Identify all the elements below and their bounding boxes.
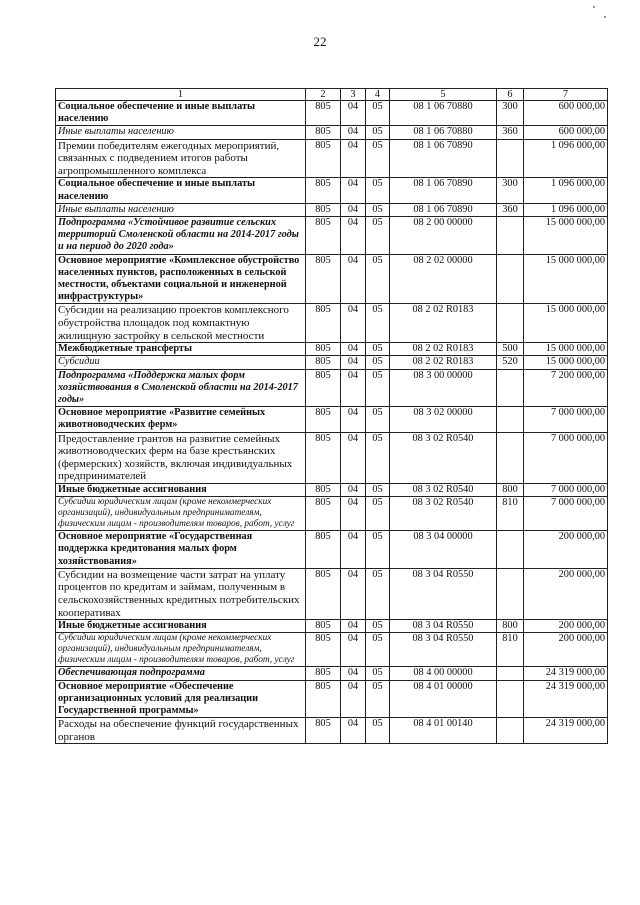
row-name-cell: Социальное обеспечение и иные выплаты населению — [56, 178, 306, 203]
code-cell-4: 05 — [366, 139, 390, 178]
row-name-cell: Иные бюджетные ассигнования — [56, 484, 306, 497]
amount-cell: 600 000,00 — [524, 101, 608, 126]
code-cell-3: 04 — [341, 304, 366, 343]
column-header: 4 — [366, 89, 390, 101]
code-cell-2: 805 — [306, 633, 341, 667]
table-row — [56, 139, 608, 178]
table-row — [56, 304, 608, 343]
table-row — [56, 620, 608, 633]
target-code-cell: 08 4 01 00140 — [390, 718, 497, 744]
amount-cell: 15 000 000,00 — [524, 304, 608, 343]
expense-type-cell — [497, 304, 524, 343]
table-header-row — [56, 89, 608, 101]
code-cell-4: 05 — [366, 356, 390, 369]
code-cell-3: 04 — [341, 178, 366, 203]
amount-cell: 15 000 000,00 — [524, 356, 608, 369]
expense-type-cell — [497, 667, 524, 680]
code-cell-3: 04 — [341, 356, 366, 369]
target-code-cell: 08 3 04 R0550 — [390, 568, 497, 619]
target-code-cell: 08 2 02 R0183 — [390, 343, 497, 356]
table-row — [56, 484, 608, 497]
row-name-cell: Подпрограмма «Устойчивое развитие сельских территорий Смоленской области на 2014-2017 годы и на период до 2020 года» — [56, 217, 306, 255]
code-cell-4: 05 — [366, 497, 390, 531]
code-cell-2: 805 — [306, 432, 341, 483]
table-row — [56, 407, 608, 432]
row-name-cell: Межбюджетные трансферты — [56, 343, 306, 356]
code-cell-4: 05 — [366, 484, 390, 497]
target-code-cell: 08 3 02 00000 — [390, 407, 497, 432]
expense-type-cell: 500 — [497, 343, 524, 356]
target-code-cell: 08 2 02 R0183 — [390, 356, 497, 369]
table-row — [56, 497, 608, 531]
expense-type-cell: 800 — [497, 620, 524, 633]
table-row — [56, 101, 608, 126]
code-cell-3: 04 — [341, 667, 366, 680]
code-cell-2: 805 — [306, 667, 341, 680]
target-code-cell: 08 1 06 70880 — [390, 101, 497, 126]
column-header: 7 — [524, 89, 608, 101]
amount-cell: 7 000 000,00 — [524, 484, 608, 497]
expense-type-cell — [497, 407, 524, 432]
expense-type-cell: 800 — [497, 484, 524, 497]
target-code-cell: 08 2 02 00000 — [390, 254, 497, 304]
table-row — [56, 633, 608, 667]
code-cell-2: 805 — [306, 254, 341, 304]
amount-cell: 7 000 000,00 — [524, 497, 608, 531]
target-code-cell: 08 3 04 R0550 — [390, 620, 497, 633]
expense-type-cell — [497, 680, 524, 718]
amount-cell: 15 000 000,00 — [524, 217, 608, 255]
expense-type-cell: 810 — [497, 633, 524, 667]
code-cell-2: 805 — [306, 620, 341, 633]
code-cell-2: 805 — [306, 343, 341, 356]
expense-type-cell: 360 — [497, 126, 524, 139]
code-cell-4: 05 — [366, 343, 390, 356]
code-cell-4: 05 — [366, 568, 390, 619]
expense-type-cell — [497, 139, 524, 178]
target-code-cell: 08 3 02 R0540 — [390, 497, 497, 531]
code-cell-3: 04 — [341, 531, 366, 569]
column-header: 3 — [341, 89, 366, 101]
code-cell-3: 04 — [341, 620, 366, 633]
code-cell-2: 805 — [306, 139, 341, 178]
row-name-cell: Предоставление грантов на развитие семейных животноводческих ферм на базе крестьянских (фермерских) хозяйств, включая индивидуальных предпринимателей — [56, 432, 306, 483]
amount-cell: 200 000,00 — [524, 531, 608, 569]
row-name-cell: Обеспечивающая подпрограмма — [56, 667, 306, 680]
scan-specks — [590, 2, 610, 22]
code-cell-4: 05 — [366, 254, 390, 304]
amount-cell: 1 096 000,00 — [524, 139, 608, 178]
row-name-cell: Основное мероприятие «Обеспечение организационных условий для реализации Государственной программы» — [56, 680, 306, 718]
expense-type-cell: 520 — [497, 356, 524, 369]
code-cell-3: 04 — [341, 217, 366, 255]
code-cell-2: 805 — [306, 484, 341, 497]
budget-table — [55, 88, 608, 744]
code-cell-3: 04 — [341, 126, 366, 139]
column-header: 1 — [56, 89, 306, 101]
target-code-cell: 08 3 00 00000 — [390, 369, 497, 407]
code-cell-4: 05 — [366, 680, 390, 718]
row-name-cell: Основное мероприятие «Государственная поддержка кредитования малых форм хозяйствования» — [56, 531, 306, 569]
table-row — [56, 568, 608, 619]
table-row — [56, 178, 608, 203]
target-code-cell: 08 1 06 70890 — [390, 203, 497, 216]
amount-cell: 7 200 000,00 — [524, 369, 608, 407]
expense-type-cell — [497, 718, 524, 744]
page-number: 22 — [313, 34, 327, 49]
row-name-cell: Иные выплаты населению — [56, 203, 306, 216]
code-cell-3: 04 — [341, 407, 366, 432]
row-name-cell: Основное мероприятие «Развитие семейных животноводческих ферм» — [56, 407, 306, 432]
code-cell-2: 805 — [306, 126, 341, 139]
code-cell-2: 805 — [306, 568, 341, 619]
row-name-cell: Иные выплаты населению — [56, 126, 306, 139]
expense-type-cell — [497, 217, 524, 255]
code-cell-4: 05 — [366, 126, 390, 139]
table-body — [56, 101, 608, 744]
amount-cell: 7 000 000,00 — [524, 407, 608, 432]
row-name-cell: Подпрограмма «Поддержка малых форм хозяйствования в Смоленской области на 2014-2017 годы» — [56, 369, 306, 407]
amount-cell: 200 000,00 — [524, 620, 608, 633]
code-cell-2: 805 — [306, 101, 341, 126]
code-cell-2: 805 — [306, 356, 341, 369]
amount-cell: 1 096 000,00 — [524, 178, 608, 203]
target-code-cell: 08 2 02 R0183 — [390, 304, 497, 343]
expense-type-cell: 300 — [497, 178, 524, 203]
row-name-cell: Основное мероприятие «Комплексное обустройство населенных пунктов, расположенных в сельской местности, объектами социальной и инженерной инфраструктуры» — [56, 254, 306, 304]
expense-type-cell — [497, 254, 524, 304]
code-cell-2: 805 — [306, 304, 341, 343]
code-cell-2: 805 — [306, 407, 341, 432]
code-cell-2: 805 — [306, 203, 341, 216]
amount-cell: 24 319 000,00 — [524, 667, 608, 680]
table-row — [56, 203, 608, 216]
code-cell-3: 04 — [341, 497, 366, 531]
column-header: 2 — [306, 89, 341, 101]
row-name-cell: Субсидии на реализацию проектов комплексного обустройства площадок под компактную жилищную застройку в сельской местности — [56, 304, 306, 343]
table-row — [56, 680, 608, 718]
code-cell-4: 05 — [366, 531, 390, 569]
expense-type-cell: 810 — [497, 497, 524, 531]
code-cell-4: 05 — [366, 620, 390, 633]
code-cell-4: 05 — [366, 718, 390, 744]
table-row — [56, 126, 608, 139]
code-cell-4: 05 — [366, 407, 390, 432]
code-cell-4: 05 — [366, 217, 390, 255]
code-cell-3: 04 — [341, 101, 366, 126]
code-cell-3: 04 — [341, 680, 366, 718]
target-code-cell: 08 4 01 00000 — [390, 680, 497, 718]
row-name-cell: Иные бюджетные ассигнования — [56, 620, 306, 633]
code-cell-4: 05 — [366, 369, 390, 407]
code-cell-3: 04 — [341, 203, 366, 216]
expense-type-cell — [497, 369, 524, 407]
code-cell-2: 805 — [306, 680, 341, 718]
target-code-cell: 08 2 00 00000 — [390, 217, 497, 255]
target-code-cell: 08 4 00 00000 — [390, 667, 497, 680]
code-cell-2: 805 — [306, 178, 341, 203]
expense-type-cell: 360 — [497, 203, 524, 216]
row-name-cell: Субсидии юридическим лицам (кроме некоммерческих организаций), индивидуальным предпринимателям, физическим лицам - производителям товаров, работ, услуг — [56, 633, 306, 667]
row-name-cell: Субсидии — [56, 356, 306, 369]
code-cell-4: 05 — [366, 203, 390, 216]
table-row — [56, 217, 608, 255]
expense-type-cell — [497, 432, 524, 483]
row-name-cell: Субсидии юридическим лицам (кроме некоммерческих организаций), индивидуальным предпринимателям, физическим лицам - производителям товаров, работ, услуг — [56, 497, 306, 531]
row-name-cell: Социальное обеспечение и иные выплаты населению — [56, 101, 306, 126]
column-header: 5 — [390, 89, 497, 101]
target-code-cell: 08 3 04 R0550 — [390, 633, 497, 667]
target-code-cell: 08 3 04 00000 — [390, 531, 497, 569]
code-cell-4: 05 — [366, 667, 390, 680]
amount-cell: 7 000 000,00 — [524, 432, 608, 483]
table-row — [56, 531, 608, 569]
code-cell-3: 04 — [341, 254, 366, 304]
table-row — [56, 369, 608, 407]
expense-type-cell: 300 — [497, 101, 524, 126]
code-cell-3: 04 — [341, 568, 366, 619]
code-cell-2: 805 — [306, 369, 341, 407]
amount-cell: 1 096 000,00 — [524, 203, 608, 216]
code-cell-2: 805 — [306, 531, 341, 569]
table-row — [56, 343, 608, 356]
code-cell-3: 04 — [341, 343, 366, 356]
table-row — [56, 356, 608, 369]
code-cell-3: 04 — [341, 718, 366, 744]
code-cell-4: 05 — [366, 633, 390, 667]
target-code-cell: 08 1 06 70890 — [390, 139, 497, 178]
amount-cell: 200 000,00 — [524, 633, 608, 667]
code-cell-2: 805 — [306, 718, 341, 744]
amount-cell: 600 000,00 — [524, 126, 608, 139]
code-cell-4: 05 — [366, 101, 390, 126]
amount-cell: 24 319 000,00 — [524, 718, 608, 744]
code-cell-2: 805 — [306, 497, 341, 531]
code-cell-3: 04 — [341, 432, 366, 483]
target-code-cell: 08 1 06 70890 — [390, 178, 497, 203]
table-row — [56, 718, 608, 744]
target-code-cell: 08 3 02 R0540 — [390, 432, 497, 483]
expense-type-cell — [497, 531, 524, 569]
code-cell-3: 04 — [341, 139, 366, 178]
code-cell-4: 05 — [366, 304, 390, 343]
row-name-cell: Премии победителям ежегодных мероприятий, связанных с подведением итогов работы агропромышленного комплекса — [56, 139, 306, 178]
row-name-cell: Расходы на обеспечение функций государственных органов — [56, 718, 306, 744]
expense-type-cell — [497, 568, 524, 619]
target-code-cell: 08 1 06 70880 — [390, 126, 497, 139]
amount-cell: 15 000 000,00 — [524, 254, 608, 304]
code-cell-2: 805 — [306, 217, 341, 255]
row-name-cell: Субсидии на возмещение части затрат на уплату процентов по кредитам и займам, полученным в сельскохозяйственных кредитных потребительских кооперативах — [56, 568, 306, 619]
code-cell-4: 05 — [366, 432, 390, 483]
table-row — [56, 254, 608, 304]
table-row — [56, 667, 608, 680]
code-cell-3: 04 — [341, 633, 366, 667]
amount-cell: 200 000,00 — [524, 568, 608, 619]
code-cell-3: 04 — [341, 369, 366, 407]
amount-cell: 24 319 000,00 — [524, 680, 608, 718]
amount-cell: 15 000 000,00 — [524, 343, 608, 356]
table-row — [56, 432, 608, 483]
column-header: 6 — [497, 89, 524, 101]
code-cell-3: 04 — [341, 484, 366, 497]
code-cell-4: 05 — [366, 178, 390, 203]
target-code-cell: 08 3 02 R0540 — [390, 484, 497, 497]
